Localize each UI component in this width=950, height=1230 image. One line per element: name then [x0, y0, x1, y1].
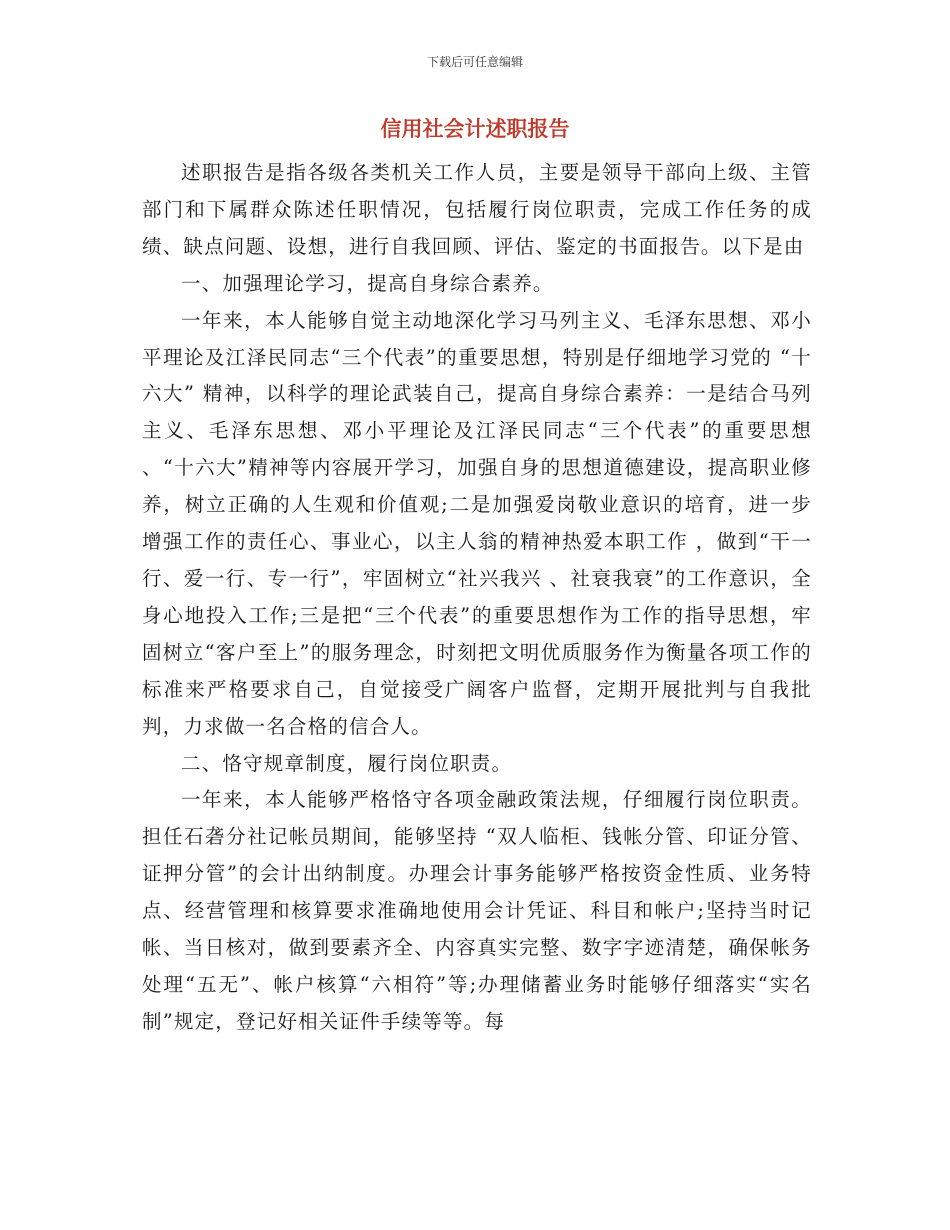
document-body [142, 155, 812, 1041]
header-note: 下载后可任意编辑 [426, 55, 523, 69]
paragraph-section-2: 一年来，本人能够严格恪守各项金融政策法规，仔细履行岗位职责。担任石砻分社记帐员期间，能够坚持 “双人临柜、钱帐分管、印证分管、证押分管”的会计出纳制度。办理会计事务能够严格按资金性质、业务特点、经营管理和核算要求准确地使用会计凭证、科目和帐户;坚持当时记帐、当日核对，做到要素齐全、内容真实完整、数字字迹清楚，确保帐务处理“五无”、帐户核算“六相符”等;办理储蓄业务时能够仔细落实“实名制”规定，登记好相关证件手续等等。每 [142, 788, 812, 1033]
document-title: 信用社会计述职报告 [380, 117, 570, 141]
paragraph-section-1: 一年来，本人能够自觉主动地深化学习马列主义、毛泽东思想、邓小平理论及江泽民同志“三个代表”的重要思想，特别是仔细地学习党的 “十六大” 精神，以科学的理论武装自己，提高自身综合素养：一是结合马列主义、毛泽东思想、邓小平理论及江泽民同志“三个代表”的重要思想 、“十六大”精神等内容展开学习，加强自身的思想道德建设，提高职业修养，树立正确的人生观和价值观;二是加强爱岗敬业意识的培育，进一步增强工作的责任心、事业心，以主人翁的精神热爱本职工作 ，做到“干一行、爱一行、专一行”，牢固树立“社兴我兴 、社衰我衰”的工作意识，全身心地投入工作;三是把“三个代表”的重要思想作为工作的指导思想，牢固树立“客户至上”的服务理念，时刻把文明优质服务作为衡量各项工作的标准来严格要求自己，自觉接受广阔客户监督，定期开展批判与自我批判，力求做一名合格的信合人。 [142, 308, 812, 738]
paragraph-intro: 述职报告是指各级各类机关工作人员，主要是领导干部向上级、主管部门和下属群众陈述任职情况，包括履行岗位职责，完成工作任务的成绩、缺点问题、设想，进行自我回顾、评估、鉴定的书面报告。以下是由 [142, 161, 812, 258]
section-heading-2: 二、恪守规章制度，履行岗位职责。 [181, 751, 513, 775]
section-heading-1: 一、加强理论学习，提高自身综合素养。 [181, 271, 554, 295]
